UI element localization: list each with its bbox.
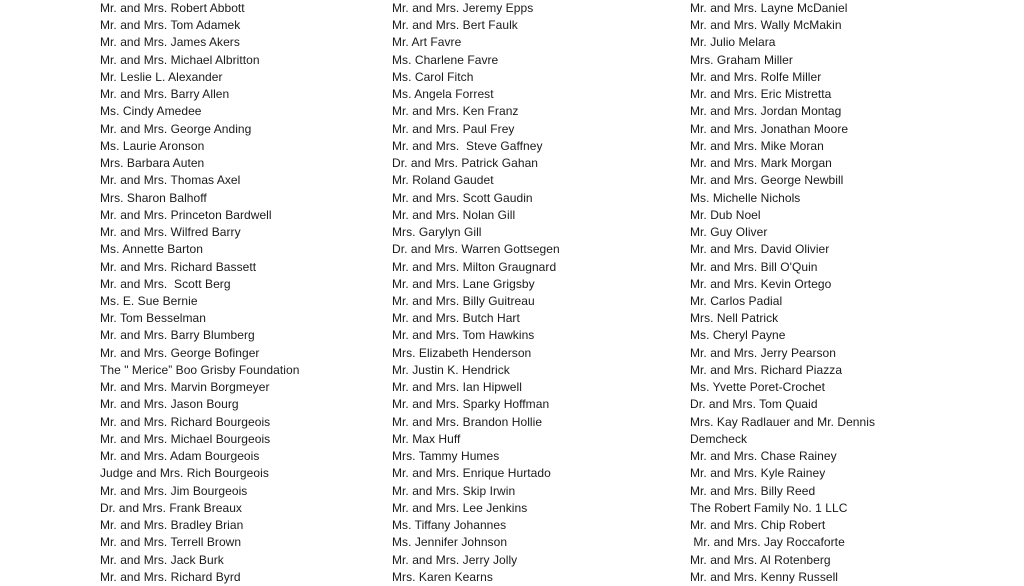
list-item: Mr. and Mrs. Jordan Montag	[690, 104, 842, 119]
list-item: Mr. and Mrs. Nolan Gill	[392, 207, 516, 222]
list-item: Mr. and Mrs. Kyle Rainey	[690, 466, 826, 481]
list-item: Mr. and Mrs. Richard Byrd	[100, 569, 241, 584]
list-item: Ms. Annette Barton	[100, 242, 203, 257]
list-item: Mrs. Elizabeth Henderson	[392, 345, 532, 360]
list-item: Mr. and Mrs. Barry Allen	[100, 87, 230, 102]
list-item: Mr. and Mrs. George Bofinger	[100, 345, 260, 360]
list-item: Ms. E. Sue Bernie	[100, 293, 198, 308]
list-item: Mrs. Graham Miller	[690, 52, 793, 67]
list-item: Mrs. Sharon Balhoff	[100, 190, 207, 205]
list-item: The " Merice” Boo Grisby Foundation	[100, 362, 300, 377]
list-item: Ms. Michelle Nichols	[690, 190, 801, 205]
list-item: Ms. Carol Fitch	[392, 69, 474, 84]
list-item: Mr. and Mrs. Jerry Pearson	[690, 345, 837, 360]
list-item: Dr. and Mrs. Tom Quaid	[690, 397, 818, 412]
list-item: Mr. and Mrs. Eric Mistretta	[690, 87, 832, 102]
list-item: Mr. and Mrs. Kenny Russell	[690, 569, 839, 584]
list-item: Mr. and Mrs. Bert Faulk	[392, 18, 518, 33]
list-item: Mr. and Mrs. Paul Frey	[392, 121, 515, 136]
list-item: Mr. and Mrs. Milton Graugnard	[392, 259, 557, 274]
list-item: Mr. and Mrs. Butch Hart	[392, 311, 520, 326]
list-item: Mr. and Mrs. Robert Abbott	[100, 1, 245, 15]
list-item: Mr. and Mrs. George Anding	[100, 121, 252, 136]
list-item: Mr. and Mrs. Jonathan Moore	[690, 121, 849, 136]
list-item: Mr. and Mrs. Mark Morgan	[690, 156, 832, 171]
list-item: Mr. and Mrs. Richard Bassett	[100, 259, 257, 274]
list-item: Mr. and Mrs. Al Rotenberg	[690, 552, 831, 567]
list-item: Mr. and Mrs. Layne McDaniel	[690, 1, 848, 15]
list-item: Mr. and Mrs. Jerry Jolly	[392, 552, 518, 567]
list-item: Mrs. Barbara Auten	[100, 156, 205, 171]
list-item: Mrs. Garylyn Gill	[392, 225, 482, 240]
list-item: Mr. and Mrs. Rolfe Miller	[690, 69, 822, 84]
list-item: Mrs. Kay Radlauer and Mr. Dennis Demcheck	[690, 414, 876, 446]
list-item: Mr. Max Huff	[392, 431, 461, 446]
list-item: Ms. Tiffany Johannes	[392, 518, 507, 533]
list-item: Mr. and Mrs. Mike Moran	[690, 138, 824, 153]
list-item: Mr. Julio Melara	[690, 35, 776, 50]
list-item: Mr. and Mrs. Bill O'Quin	[690, 259, 818, 274]
donor-column-1	[100, 0, 372, 586]
list-item: Mr. and Mrs. Adam Bourgeois	[100, 449, 260, 464]
list-item: Mrs. Karen Kearns	[392, 569, 493, 584]
list-item: Mr. and Mrs. Terrell Brown	[100, 535, 242, 550]
list-item: Ms. Yvette Poret-Crochet	[690, 380, 826, 395]
list-item: Mr. Art Favre	[392, 35, 462, 50]
list-item: Mr. and Mrs. Wally McMakin	[690, 18, 842, 33]
list-item: Mr. and Mrs. Lane Grigsby	[392, 276, 535, 291]
list-item: Mr. and Mrs. Enrique Hurtado	[392, 466, 551, 481]
list-item: Mr. and Mrs. Brandon Hollie	[392, 414, 543, 429]
list-item: Mrs. Nell Patrick	[690, 311, 779, 326]
list-item: Ms. Laurie Aronson	[100, 138, 205, 153]
list-item: Mr. Roland Gaudet	[392, 173, 494, 188]
list-item: Mr. and Mrs. Tom Hawkins	[392, 328, 535, 343]
list-item: Mr. and Mrs. Steve Gaffney	[392, 138, 543, 153]
list-item: Mr. and Mrs. Bradley Brian	[100, 518, 244, 533]
list-item: Ms. Cindy Amedee	[100, 104, 202, 119]
list-item: Mr. Justin K. Hendrick	[392, 362, 510, 377]
list-item: Judge and Mrs. Rich Bourgeois	[100, 466, 269, 481]
donor-column-3	[690, 0, 962, 586]
list-item: Mr. Guy Oliver	[690, 225, 768, 240]
list-item: Mr. and Mrs. Lee Jenkins	[392, 500, 528, 515]
list-item: Ms. Angela Forrest	[392, 87, 494, 102]
list-item: Mr. and Mrs. Barry Blumberg	[100, 328, 255, 343]
list-item: Mr. and Mrs. Michael Bourgeois	[100, 431, 271, 446]
list-item: Mr. and Mrs. Billy Guitreau	[392, 293, 535, 308]
list-item: Mrs. Tammy Humes	[392, 449, 500, 464]
donor-column-2	[392, 0, 664, 586]
list-item: Mr. Leslie L. Alexander	[100, 69, 223, 84]
list-item: Mr. and Mrs. Chase Rainey	[690, 449, 837, 464]
list-item: The Robert Family No. 1 LLC	[690, 500, 848, 515]
list-item: Mr. and Mrs. Jeremy Epps	[392, 1, 534, 15]
list-item: Mr. and Mrs. Skip Irwin	[392, 483, 516, 498]
list-item: Mr. and Mrs. Michael Albritton	[100, 52, 260, 67]
list-item: Dr. and Mrs. Patrick Gahan	[392, 156, 539, 171]
list-item: Mr. Tom Besselman	[100, 311, 206, 326]
list-item: Mr. and Mrs. Kevin Ortego	[690, 276, 832, 291]
list-item: Mr. and Mrs. Chip Robert	[690, 518, 826, 533]
list-item: Mr. and Mrs. Ian Hipwell	[392, 380, 522, 395]
list-item: Mr. and Mrs. George Newbill	[690, 173, 844, 188]
list-item: Mr. and Mrs. Scott Berg	[100, 276, 231, 291]
list-item: Ms. Jennifer Johnson	[392, 535, 508, 550]
list-item: Mr. and Mrs. David Olivier	[690, 242, 830, 257]
list-item: Ms. Cheryl Payne	[690, 328, 786, 343]
list-item: Mr. and Mrs. Marvin Borgmeyer	[100, 380, 270, 395]
list-item: Mr. and Mrs. Tom Adamek	[100, 18, 241, 33]
list-item: Mr. and Mrs. Sparky Hoffman	[392, 397, 550, 412]
list-item: Mr. Dub Noel	[690, 207, 761, 222]
list-item: Dr. and Mrs. Warren Gottsegen	[392, 242, 560, 257]
list-item: Mr. and Mrs. James Akers	[100, 35, 240, 50]
list-item: Mr. and Mrs. Ken Franz	[392, 104, 519, 119]
list-item: Mr. and Mrs. Richard Bourgeois	[100, 414, 271, 429]
list-item: Ms. Charlene Favre	[392, 52, 499, 67]
list-item: Mr. Carlos Padial	[690, 293, 783, 308]
list-item: Mr. and Mrs. Thomas Axel	[100, 173, 241, 188]
list-item: Mr. and Mrs. Jay Roccaforte	[690, 535, 845, 550]
list-item: Mr. and Mrs. Princeton Bardwell	[100, 207, 272, 222]
list-item: Mr. and Mrs. Richard Piazza	[690, 362, 843, 377]
list-item: Mr. and Mrs. Billy Reed	[690, 483, 816, 498]
list-item: Mr. and Mrs. Jim Bourgeois	[100, 483, 248, 498]
list-item: Mr. and Mrs. Wilfred Barry	[100, 225, 241, 240]
list-item: Mr. and Mrs. Jack Burk	[100, 552, 224, 567]
list-item: Dr. and Mrs. Frank Breaux	[100, 500, 242, 515]
list-item: Mr. and Mrs. Scott Gaudin	[392, 190, 533, 205]
list-item: Mr. and Mrs. Jason Bourg	[100, 397, 239, 412]
